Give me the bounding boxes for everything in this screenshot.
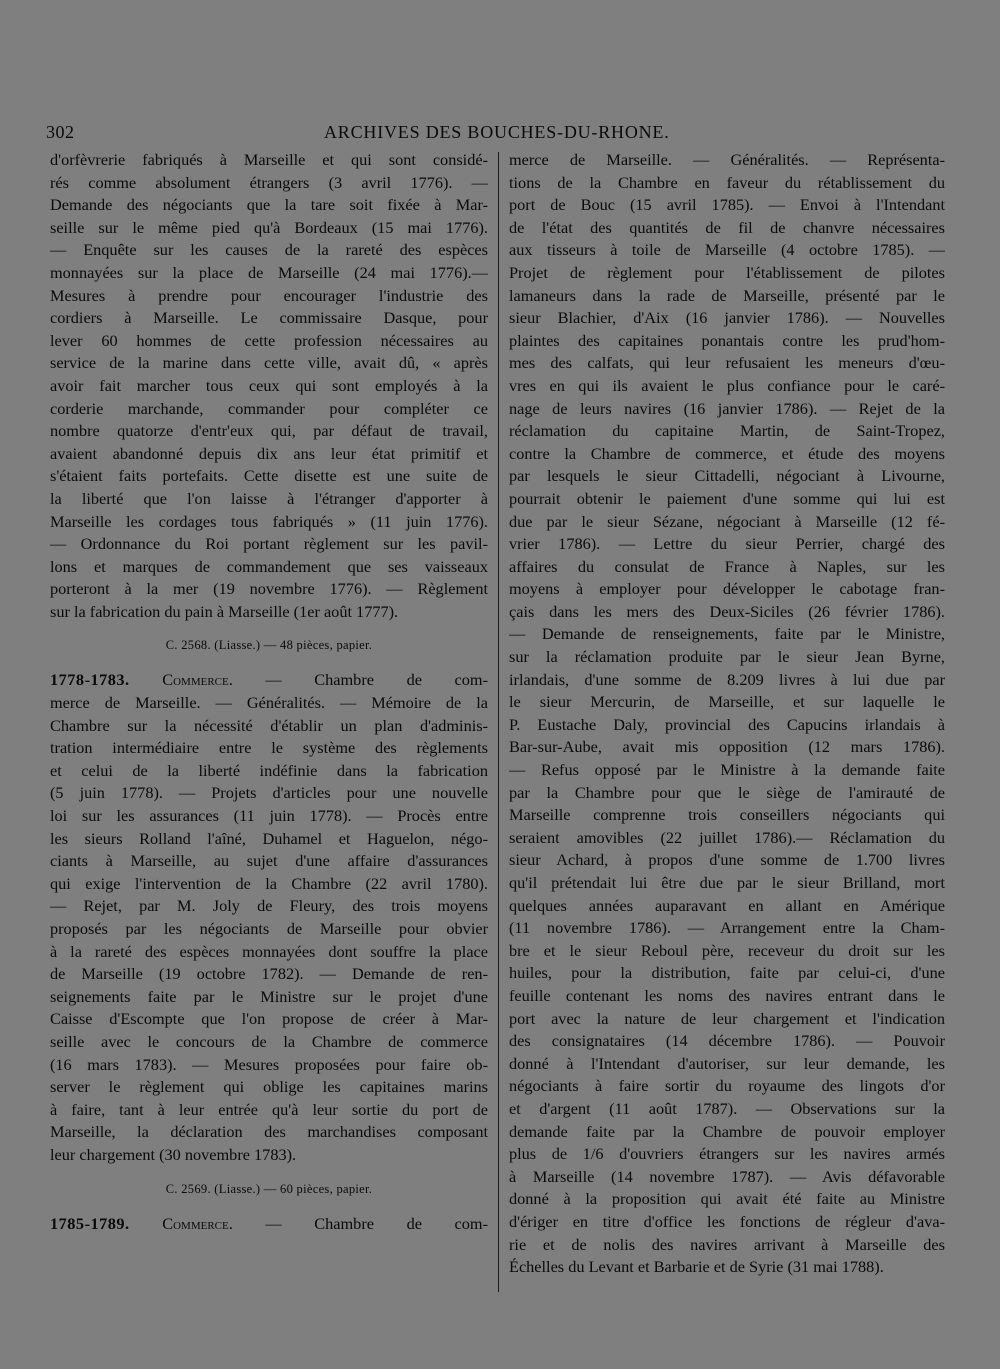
text-line: Échelles du Levant et Barbarie et de Syrie (31 mai 1788). (509, 1257, 884, 1277)
column-left (50, 149, 488, 1235)
column-right (509, 149, 945, 1279)
text-line: ciants à Marseille, au sujet d'une affaire d'assurances (50, 851, 488, 871)
text-line: rés comme absolument étrangers (3 avril 1776). — (50, 172, 488, 192)
text-line: contre la Chambre de commerce, et étude des moyens (509, 443, 945, 463)
text-line: et celui de la liberté indéfinie dans la fabrication (50, 760, 488, 780)
text-line: — Rejet, par M. Joly de Fleury, des trois moyens (50, 896, 488, 916)
text-line: d'orfèvrerie fabriqués à Marseille et qui sont considé- (50, 150, 488, 169)
text-line: qui exige l'intervention de la Chambre (22 avril 1780). (50, 873, 488, 893)
text-line: lamaneurs dans la rade de Marseille, présenté par le (509, 285, 945, 305)
text-line: avoir fait marcher tous ceux qui sont employés à la (50, 375, 488, 395)
text-line: de Marseille (19 octobre 1782). — Demande de ren- (50, 964, 488, 984)
text-line: sieur Blachier, d'Aix (16 janvier 1786). — Nouvelles (509, 308, 945, 328)
text-line: Mesures à prendre pour encourager l'industrie des (50, 285, 488, 305)
text-line: Marseille les cordages tous fabriqués » (11 juin 1776). (50, 511, 488, 531)
text-line: des consignataires (14 décembre 1786). — Pouvoir (509, 1031, 945, 1051)
text-line: par la Chambre pour que le siège de l'amirauté de (509, 782, 945, 802)
text-line: les sieurs Rolland l'aîné, Duhamel et Haguelon, négo- (50, 828, 488, 848)
text-line: avaient abandonné depuis dix ans leur état primitif et (50, 443, 488, 463)
text-line: s'étaient faits portefaits. Cette disette est une suite de (50, 466, 488, 486)
running-head: ARCHIVES DES BOUCHES-DU-RHONE. (324, 122, 670, 142)
text-line: donné à la proposition qui avait été faite au Ministre (509, 1189, 945, 1209)
text-line: qu'il prétendait lui être due par le sieur Brilland, mort (509, 873, 945, 892)
text-line: affaires du consulat de France à Naples, sur les (509, 556, 945, 576)
entry-heading-1778 (50, 669, 488, 692)
text-line: (11 novembre 1786). — Arrangement entre la Cham- (509, 918, 945, 938)
text-line: — Refus opposé par le Ministre à la demande faite (509, 760, 945, 780)
text-line: nombre quatorze d'entr'eux qui, par défaut de travail, (50, 421, 488, 441)
text-line: de l'état des quantités de fil de chanvre nécessaires (509, 217, 945, 237)
text-line: vrier 1786). — Lettre du sieur Perrier, chargé des (509, 534, 945, 554)
text-line: à la rareté des espèces monnayées dont souffre la place (50, 941, 488, 961)
text-line: Demande des négociants que la tare soit fixée à Mar- (50, 195, 488, 215)
text-line: aux tisseurs à toile de Marseille (4 octobre 1785). — (509, 240, 945, 260)
entry-date-1785: 1785-1789. (50, 1213, 130, 1233)
text-line: sur la réclamation produite par le sieur Jean Byrne, (509, 647, 945, 667)
text-line: sieur Achard, à propos d'une somme de 1.700 livres (509, 850, 945, 870)
text-line: le sieur Mercurin, de Marseille, et sur laquelle le (509, 692, 945, 712)
text-block-left-b (50, 692, 488, 1166)
text-line: vres en qui ils avaient le plus confiance pour le caré- (509, 375, 945, 395)
text-line: merce de Marseille. — Généralités. — Mémoire de la (50, 693, 488, 713)
text-line: demande faite par la Chambre de pouvoir employer (509, 1121, 945, 1141)
text-block-left-a (50, 149, 488, 623)
text-line: lons et marques de commandement que ses vaisseaux (50, 556, 488, 576)
text-line: réclamation du capitaine Martin, de Saint-Tropez, (509, 421, 945, 441)
text-line: çais dans les mers des Deux-Siciles (26 février 1786). (509, 601, 945, 621)
text-line: donné à l'Intendant d'autoriser, sur leur demande, les (509, 1053, 945, 1073)
text-line: tions de la Chambre en faveur du rétablissement du (509, 172, 945, 192)
text-line: seignements faite par le Ministre sur le projet d'une (50, 986, 488, 1006)
source-note-2: C. 2569. (Liasse.) — 60 pièces, papier. (165, 1181, 373, 1196)
text-line: et d'argent (11 août 1787). — Observations sur la (509, 1098, 945, 1118)
text-line: mes des calfats, qui leur refusaient les meneurs d'œu- (509, 353, 945, 373)
text-line: plus de 1/6 d'ouvriers étrangers sur les navires armés (509, 1144, 945, 1164)
text-line: monnayées sur la place de Marseille (24 mai 1776).— (50, 262, 488, 282)
text-line: irlandais, d'une somme de 8.209 livres à lui due par (509, 669, 945, 689)
entry-category-1778: Commerce. (162, 670, 233, 690)
text-line: seille avec le concours de la Chambre de commerce (50, 1031, 488, 1051)
text-line: par lesquels le sieur Cittadelli, négociant à Livourne, (509, 466, 945, 486)
entry-category-1785: Commerce. (162, 1213, 233, 1233)
text-line: la liberté que l'on laisse à l'étranger d'apporter à (50, 488, 488, 508)
text-line: due par le sieur Sézane, négociant à Marseille (12 fé- (509, 511, 945, 531)
text-line: porteront à la mer (19 novembre 1776). — Règlement (50, 579, 488, 599)
entry-heading-rest-1785: — Chambre de com- (232, 1213, 488, 1233)
text-line: Marseille, la déclaration des marchandises composant (50, 1122, 488, 1142)
text-line: merce de Marseille. — Généralités. — Représenta- (509, 150, 945, 169)
text-line: à Marseille (14 novembre 1787). — Avis défavorable (509, 1166, 945, 1186)
text-line: Bar-sur-Aube, avait mis opposition (12 mars 1786). (509, 737, 945, 757)
text-line: proposés par les négociants de Marseille pour obvier (50, 919, 488, 938)
text-line: feuille contenant les noms des navires entrant dans le (509, 985, 945, 1005)
text-block-right (509, 149, 945, 1279)
text-line: Caisse d'Escompte que l'on propose de créer à Mar- (50, 1009, 488, 1029)
text-line: moyens à employer pour développer le cabotage fran- (509, 579, 945, 599)
text-line: Marseille comprenne trois conseillers négociants qui (509, 805, 945, 825)
text-line: d'ériger en titre d'office les fonctions de régleur d'ava- (509, 1211, 945, 1231)
text-line: leur chargement (30 novembre 1783). (50, 1144, 297, 1164)
text-line: Chambre sur la nécessité d'établir un plan d'adminis- (50, 715, 488, 735)
text-line: tration intermédiaire entre le système des règlements (50, 738, 488, 758)
text-line: cordiers à Marseille. Le commissaire Dasque, pour (50, 308, 488, 328)
text-line: à faire, tant à leur entrée qu'à leur sortie du port de (50, 1099, 488, 1119)
text-line: quelques années auparavant en allant en Amérique (509, 895, 945, 915)
text-line: service de la marine dans cette ville, avait dû, « après (50, 353, 488, 373)
page-number: 302 (46, 122, 75, 142)
entry-date-1778: 1778-1783. (50, 670, 130, 690)
text-line: sur la fabrication du pain à Marseille (1er août 1777). (50, 601, 399, 621)
text-line: huiles, pour la distribution, faite par celui-ci, d'une (509, 963, 945, 983)
text-line: corderie marchande, commander pour compléter ce (50, 398, 488, 418)
text-line: négociants à faire sortir du royaume des lingots d'or (509, 1076, 945, 1096)
text-line: seraient amovibles (22 juillet 1786).— Réclamation du (509, 827, 945, 847)
text-line: bre et le sieur Reboul père, receveur du droit sur les (509, 940, 945, 960)
text-line: pourrait obtenir le paiement d'une somme qui lui est (509, 488, 945, 508)
source-note-1: C. 2568. (Liasse.) — 48 pièces, papier. (165, 638, 373, 653)
text-line: loi sur les assurances (11 juin 1778). — Procès entre (50, 806, 488, 826)
text-line: port de Bouc (15 avril 1785). — Envoi à l'Intendant (509, 195, 945, 215)
text-line: seille sur le même pied qu'à Bordeaux (15 mai 1776). (50, 217, 488, 237)
text-line: (5 juin 1778). — Projets d'articles pour une nouvelle (50, 783, 488, 803)
text-line: lever 60 hommes de cette profession nécessaires au (50, 330, 488, 350)
text-line: rie et de nolis des navires arrivant à Marseille des (509, 1234, 945, 1254)
text-line: P. Eustache Daly, provincial des Capucins irlandais à (509, 714, 945, 734)
text-line: plaintes des capitaines ponantais contre les prud'hom- (509, 330, 945, 350)
entry-heading-rest-1778: — Chambre de com- (232, 670, 488, 690)
text-line: server le règlement qui oblige les capitaines marins (50, 1077, 488, 1097)
text-line: nage de leurs navires (16 janvier 1786). — Rejet de la (509, 398, 945, 418)
text-line: — Ordonnance du Roi portant règlement sur les pavil- (50, 534, 488, 554)
entry-heading-1785 (50, 1213, 488, 1236)
text-line: — Enquête sur les causes de la rareté des espèces (50, 240, 488, 260)
column-divider (498, 152, 499, 1292)
text-line: (16 mars 1783). — Mesures proposées pour faire ob- (50, 1054, 488, 1074)
text-line: port avec la nature de leur chargement et l'indication (509, 1008, 945, 1028)
text-line: Projet de règlement pour l'établissement de pilotes (509, 262, 945, 282)
text-line: — Demande de renseignements, faite par le Ministre, (509, 624, 945, 644)
